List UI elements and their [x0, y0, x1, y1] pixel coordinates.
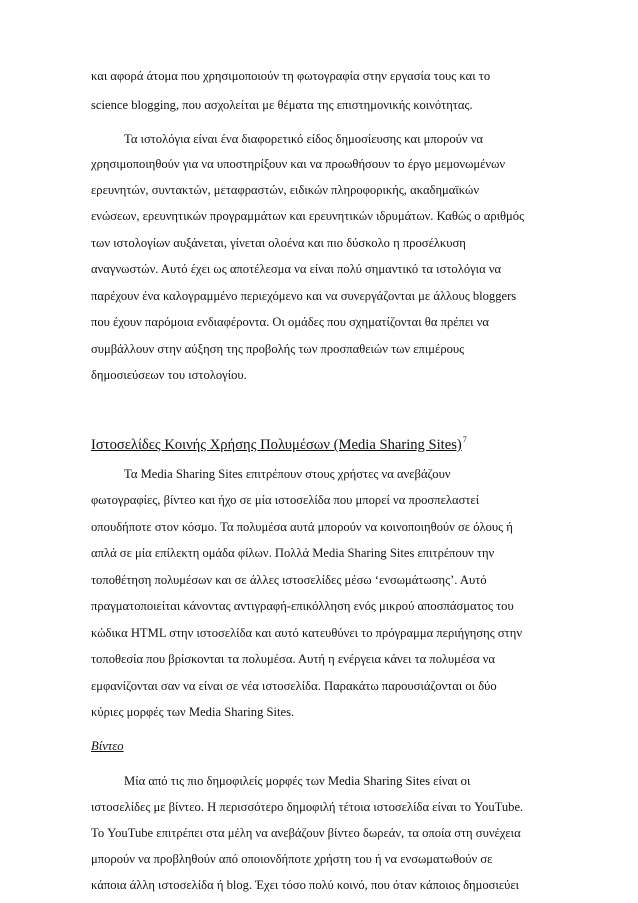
paragraph-line: κώδικα HTML στην ιστοσελίδα και αυτό κατευθύνει το πρόγραμμα περιήγησης στην — [91, 626, 523, 640]
paragraph-line: εμφανίζονται σαν να είναι σε νέα ιστοσελίδα. Παρακάτω παρουσιάζονται οι δύο — [91, 679, 497, 693]
paragraph-line: τοποθέτηση πολυμέσων και σε άλλες ιστοσελίδες μέσω ‘ενσωμάτωσης’. Αυτό — [91, 573, 487, 587]
paragraph-line: Τα ιστολόγια είναι ένα διαφορετικό είδος δημοσίευσης και μπορούν να — [124, 132, 484, 146]
section-heading — [91, 431, 467, 454]
paragraph-line: τοποθεσία που βρίσκονται τα πολυμέσα. Αυτή η ενέργεια κάνει τα πολυμέσα να — [91, 652, 496, 666]
paragraph-line: ενώσεων, ερευνητικών προγραμμάτων και ερευνητικών ιδρυμάτων. Καθώς ο αριθμός — [91, 209, 525, 223]
paragraph-line: συμβάλλουν στην αύξηση της προβολής των προσπαθειών των επιμέρους — [91, 342, 465, 356]
paragraph-line: μπορούν να προβληθούν από οποιονδήποτε χρήστη του ή να ενσωματωθούν σε — [91, 852, 493, 866]
paragraph-line: ερευνητών, συντακτών, μεταφραστών, ειδικών πληροφορικής, ακαδημαϊκών — [91, 183, 480, 197]
paragraph-line: αναγνωστών. Αυτό έχει ως αποτέλεσμα να είναι πολύ σημαντικό τα ιστολόγια να — [91, 262, 502, 276]
paragraph-line: δημοσιεύσεων του ιστολογίου. — [91, 368, 247, 382]
paragraph-line: των ιστολογίων αυξάνεται, γίνεται ολοένα και πιο δύσκολο η προσέλκυση — [91, 236, 466, 250]
paragraph-line: χρησιμοποιηθούν για να υποστηρίξουν και να προωθήσουν το έργο μεμονωμένων — [91, 157, 506, 171]
section-heading-title: Ιστοσελίδες Κοινής Χρήσης Πολυμέσων (Media Sharing Sites) — [91, 437, 462, 453]
paragraph-line: που έχουν παρόμοια ενδιαφέροντα. Οι ομάδες που σχηματίζονται θα πρέπει να — [91, 315, 489, 329]
paragraph-line: Μία από τις πιο δημοφιλείς μορφές των Media Sharing Sites είναι οι — [124, 774, 471, 788]
paragraph-line: απλά σε μία επίλεκτη ομάδα φίλων. Πολλά Media Sharing Sites επιτρέπουν την — [91, 546, 495, 560]
subsection-heading: Βίντεο — [91, 739, 124, 753]
paragraph-line: κάποια άλλη ιστοσελίδα ή blog. Έχει τόσο πολύ κοινό, που όταν κάποιος δημοσιεύει — [91, 878, 520, 892]
paragraph-line: Το YouTube επιτρέπει στα μέλη να ανεβάζουν βίντεο δωρεάν, τα οποία στη συνέχεια — [91, 826, 521, 840]
paragraph-line: science blogging, που ασχολείται με θέματα της επιστημονικής κοινότητας. — [91, 98, 473, 112]
paragraph-line: πραγματοποιείται κάνοντας αντιγραφή-επικόλληση ενός μικρού αποσπάσματος του — [91, 599, 514, 613]
paragraph-line: κύριες μορφές των Media Sharing Sites. — [91, 705, 295, 719]
paragraph-line: φωτογραφίες, βίντεο και ήχο σε μία ιστοσελίδα που μπορεί να προσπελαστεί — [91, 493, 480, 507]
paragraph-line: παρέχουν ένα καλογραμμένο περιεχόμενο και να συνεργάζονται με άλλους bloggers — [91, 289, 517, 303]
paragraph-line: ιστοσελίδες με βίντεο. Η περισσότερο δημοφιλή τέτοια ιστοσελίδα είναι το YouTube. — [91, 800, 524, 814]
paragraph-line: και αφορά άτομα που χρησιμοποιούν τη φωτογραφία στην εργασία τους και το — [91, 69, 491, 83]
footnote-reference: 7 — [462, 435, 467, 444]
paragraph-line: Τα Media Sharing Sites επιτρέπουν στους χρήστες να ανεβάζουν — [124, 467, 451, 481]
paragraph-line: οπουδήποτε στον κόσμο. Τα πολυμέσα αυτά μπορούν να κοινοποιηθούν σε όλους ή — [91, 520, 513, 534]
